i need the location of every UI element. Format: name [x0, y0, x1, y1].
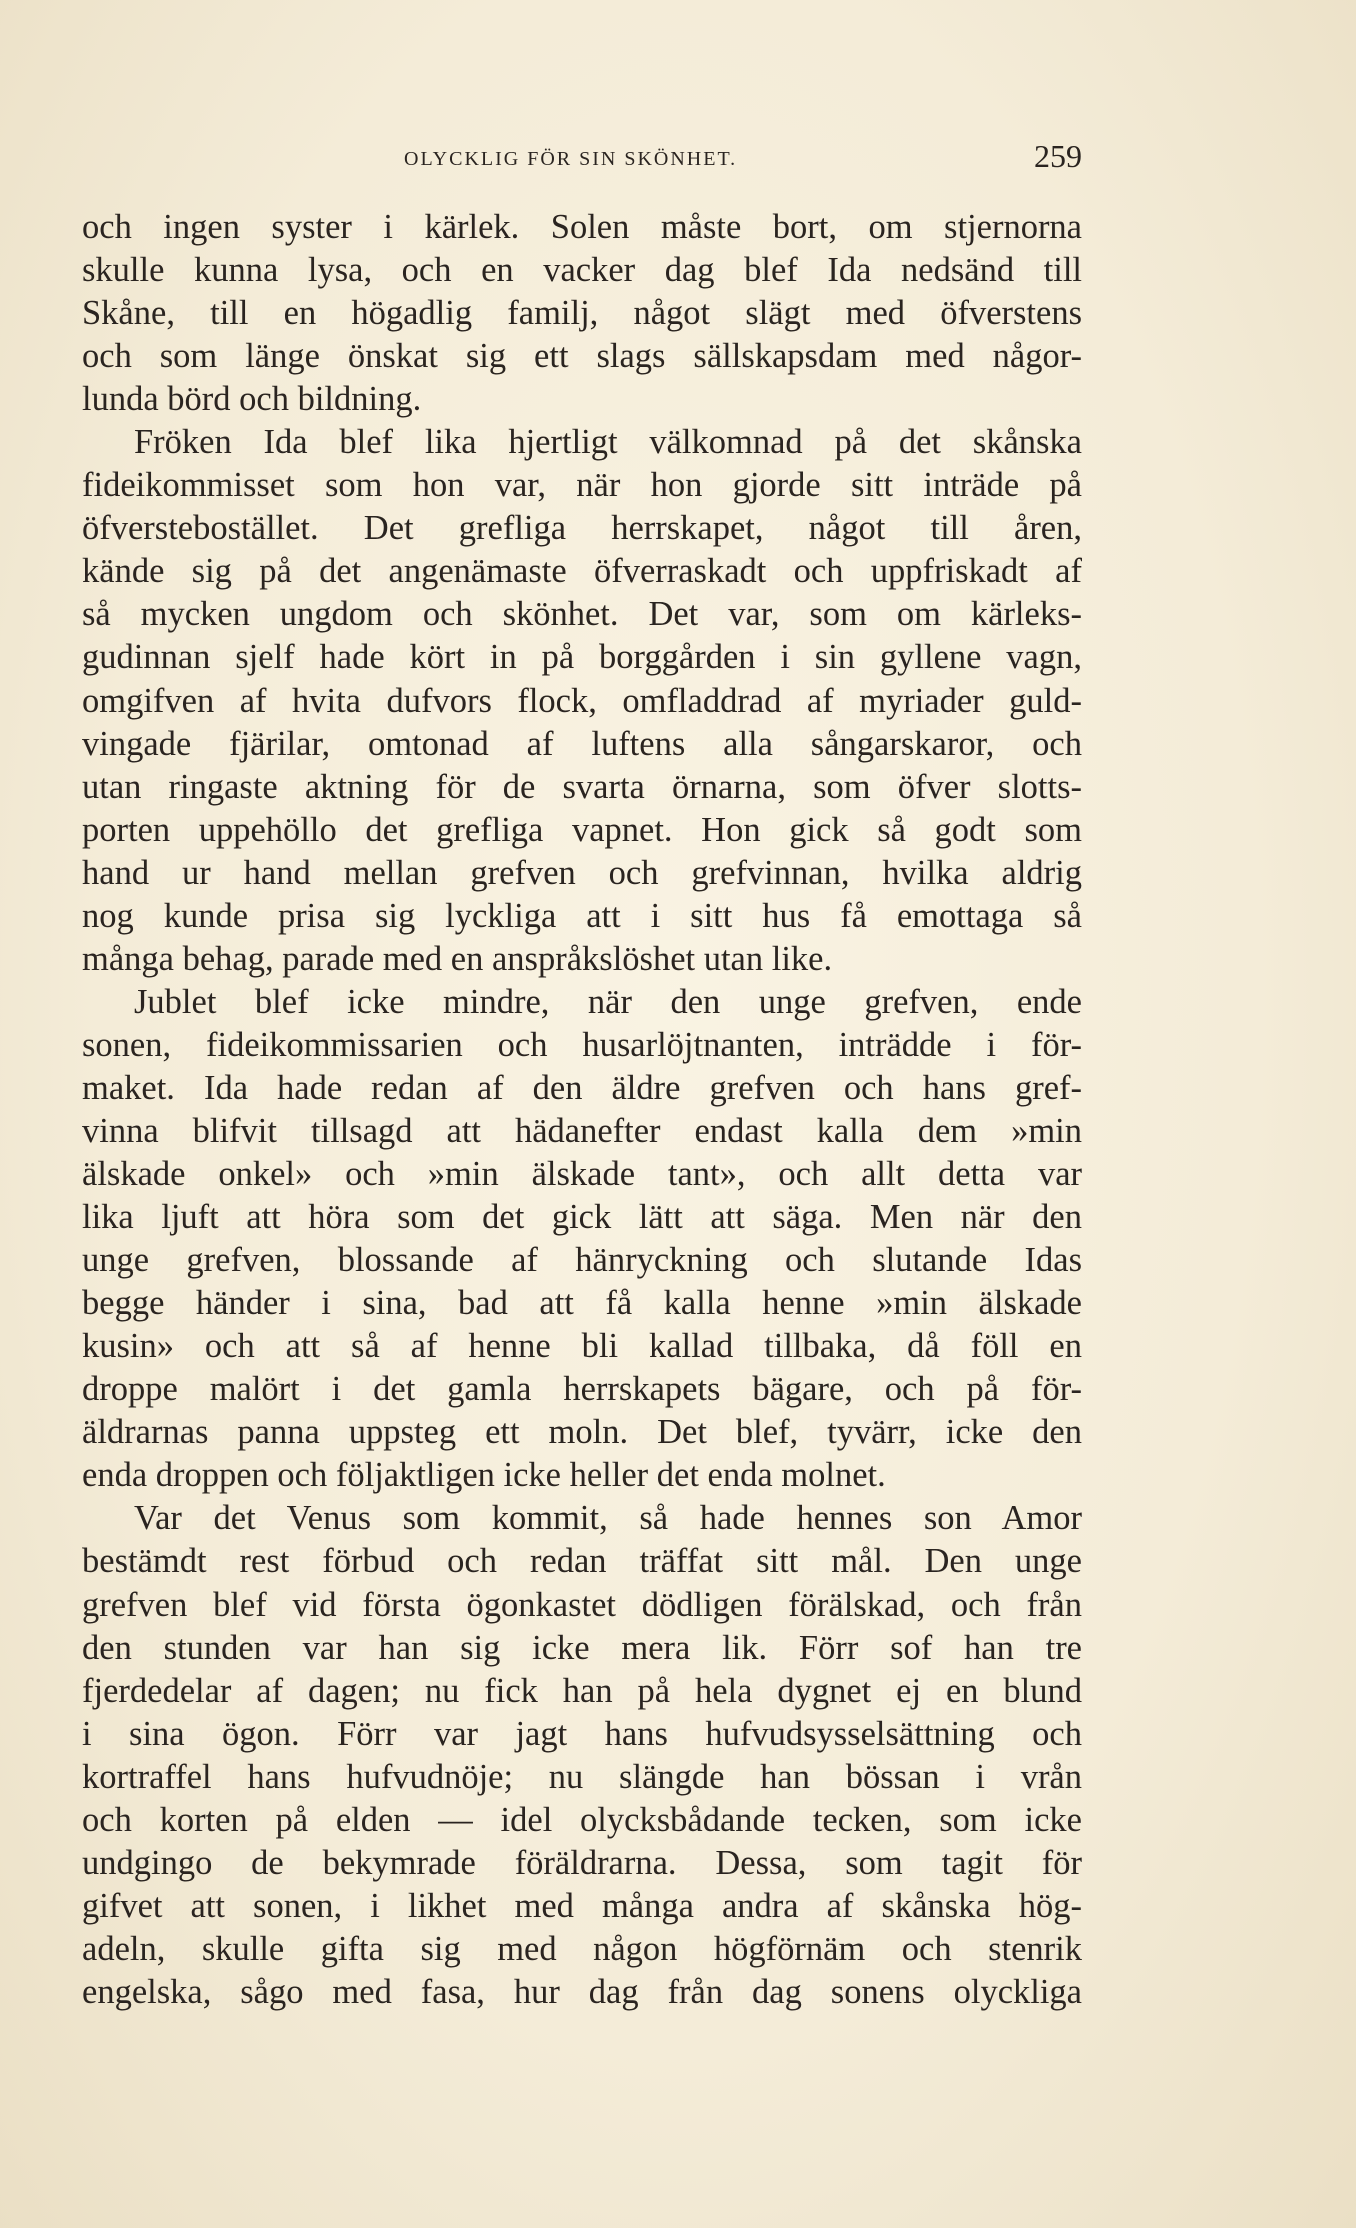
text-line: bestämdt rest förbud och redan träffat sitt mål. Den unge — [82, 1542, 1082, 1581]
text-line: så mycken ungdom och skönhet. Det var, som om kärleks- — [82, 595, 1082, 634]
text-line: och som länge önskat sig ett slags sällskapsdam med någor- — [82, 337, 1082, 376]
text-line: älskade onkel» och »min älskade tant», och allt detta var — [82, 1155, 1082, 1194]
text-line: hand ur hand mellan grefven och grefvinnan, hvilka aldrig — [82, 853, 1082, 892]
text-line: i sina ögon. Förr var jagt hans hufvudsysselsättning och — [82, 1714, 1082, 1753]
text-line: utan ringaste aktning för de svarta örnarna, som öfver slotts- — [82, 767, 1082, 806]
text-line: kusin» och att så af henne bli kallad tillbaka, då föll en — [82, 1327, 1082, 1366]
text-line: engelska, sågo med fasa, hur dag från dag sonens olyckliga — [82, 1972, 1082, 2011]
running-title: OLYCKLIG FÖR SIN SKÖNHET. — [404, 148, 738, 170]
text-line: sonen, fideikommissarien och husarlöjtnanten, inträdde i för- — [82, 1025, 1082, 1064]
text-line: nog kunde prisa sig lyckliga att i sitt hus få emottaga så — [82, 896, 1082, 935]
text-line: enda droppen och följaktligen icke heller det enda molnet. — [82, 1456, 886, 1495]
text-line: Jublet blef icke mindre, när den unge grefven, ende — [134, 982, 1082, 1021]
text-line: skulle kunna lysa, och en vacker dag blef Ida nedsänd till — [82, 251, 1082, 290]
text-line: gifvet att sonen, i likhet med många andra af skånska hög- — [82, 1886, 1082, 1925]
text-line: vingade fjärilar, omtonad af luftens alla sångarskaror, och — [82, 724, 1082, 763]
text-line: och korten på elden — idel olycksbådande tecken, som icke — [82, 1800, 1082, 1839]
text-line: och ingen syster i kärlek. Solen måste bort, om stjernorna — [82, 208, 1082, 246]
page-number: 259 — [1034, 138, 1082, 174]
text-line: gudinnan sjelf hade kört in på borggården i sin gyllene vagn, — [82, 638, 1082, 677]
text-line: äldrarnas panna uppsteg ett moln. Det blef, tyvärr, icke den — [82, 1413, 1082, 1452]
text-line: adeln, skulle gifta sig med någon högförnäm och stenrik — [82, 1929, 1082, 1968]
text-line: droppe malört i det gamla herrskapets bägare, och på för- — [82, 1370, 1082, 1409]
text-line: lika ljuft att höra som det gick lätt att säga. Men när den — [82, 1198, 1082, 1237]
text-line: lunda börd och bildning. — [82, 380, 422, 419]
text-line: kände sig på det angenämaste öfverraskadt och uppfriskadt af — [82, 552, 1082, 591]
text-line: Fröken Ida blef lika hjertligt välkomnad på det skånska — [134, 423, 1082, 462]
text-line: den stunden var han sig icke mera lik. Förr sof han tre — [82, 1628, 1082, 1667]
text-line: fjerdedelar af dagen; nu fick han på hela dygnet ej en blund — [82, 1671, 1082, 1710]
body-text — [82, 206, 1082, 2014]
text-line: begge händer i sina, bad att få kalla henne »min älskade — [82, 1284, 1082, 1323]
text-line: kortraffel hans hufvudnöje; nu slängde han bössan i vrån — [82, 1757, 1082, 1796]
text-line: fideikommisset som hon var, när hon gjorde sitt inträde på — [82, 466, 1082, 505]
text-line: porten uppehöllo det grefliga vapnet. Hon gick så godt som — [82, 810, 1082, 849]
text-line: Skåne, till en högadlig familj, något slägt med öfverstens — [82, 294, 1082, 333]
text-line: många behag, parade med en anspråkslöshet utan like. — [82, 939, 833, 978]
text-line: unge grefven, blossande af hänryckning och slutande Idas — [82, 1241, 1082, 1280]
text-line: vinna blifvit tillsagd att hädanefter endast kalla dem »min — [82, 1111, 1082, 1150]
text-line: undgingo de bekymrade föräldrarna. Dessa, som tagit för — [82, 1843, 1082, 1882]
text-line: omgifven af hvita dufvors flock, omfladdrad af myriader guld- — [82, 681, 1082, 720]
page-header — [82, 138, 1082, 178]
text-line: maket. Ida hade redan af den äldre grefven och hans gref- — [82, 1068, 1082, 1107]
text-line: öfverstebostället. Det grefliga herrskapet, något till åren, — [82, 509, 1082, 548]
text-line: Var det Venus som kommit, så hade hennes son Amor — [134, 1499, 1082, 1538]
text-line: grefven blef vid första ögonkastet dödligen förälskad, och från — [82, 1585, 1082, 1624]
